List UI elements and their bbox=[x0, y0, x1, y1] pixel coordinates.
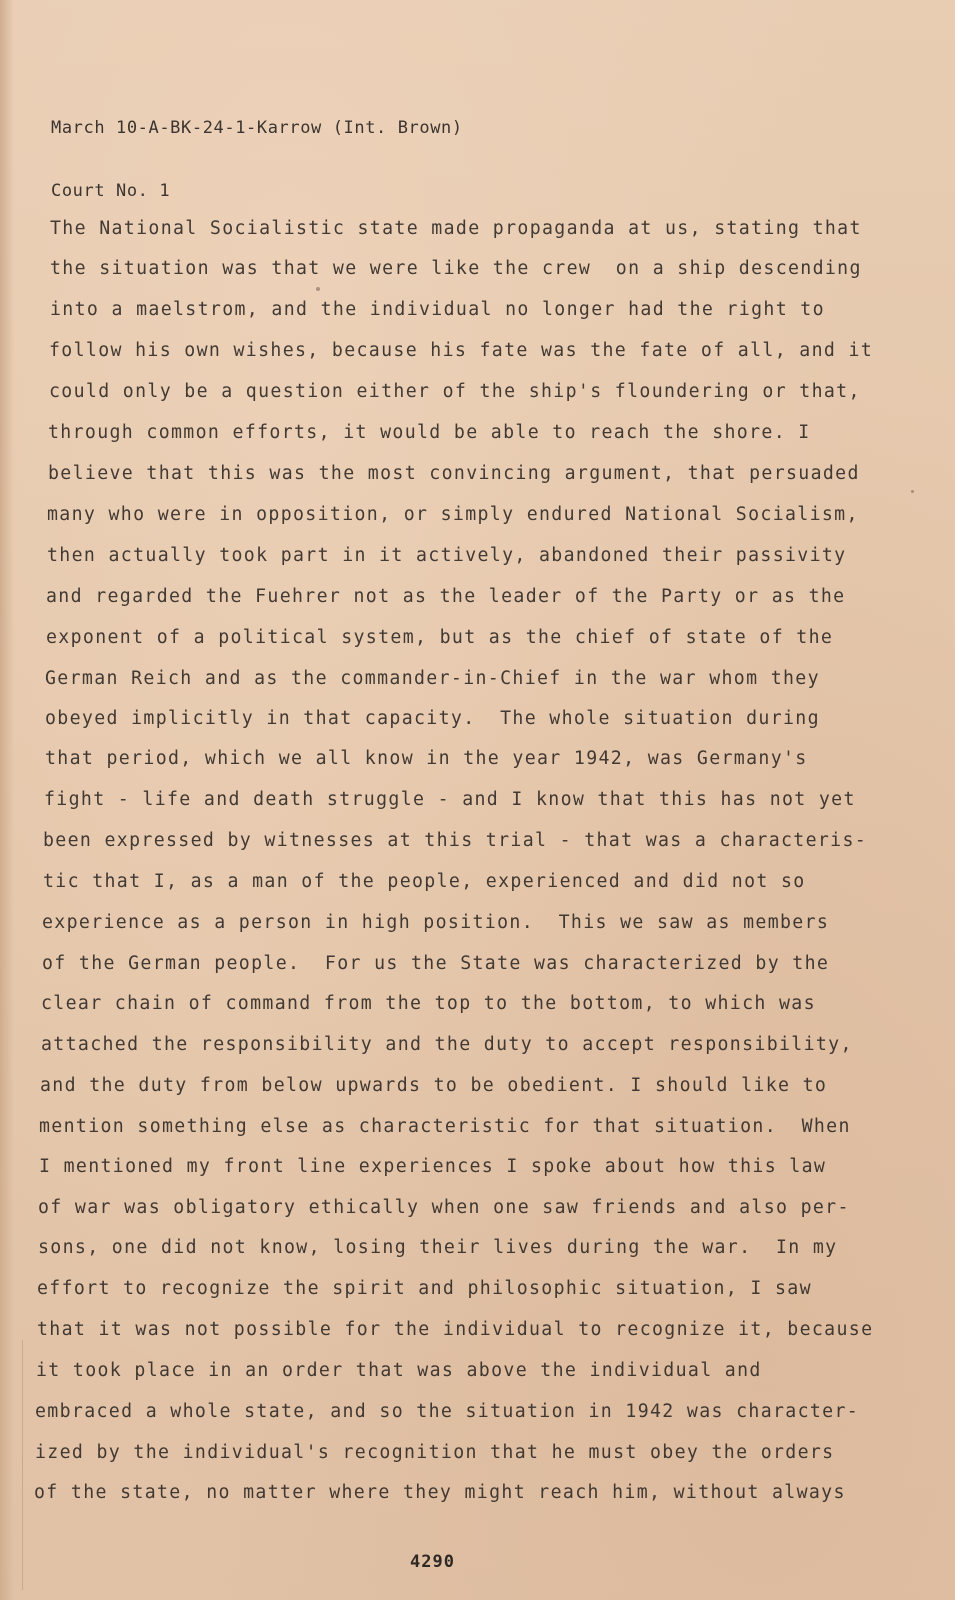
paper-speck bbox=[316, 287, 320, 291]
text-line: then actually took part in it actively, abandoned their passivity bbox=[47, 545, 847, 566]
text-line: German Reich and as the commander-in-Chief in the war whom they bbox=[45, 668, 820, 689]
page-edge-shadow bbox=[0, 0, 14, 1600]
text-line: fight - life and death struggle - and I know that this has not yet bbox=[44, 789, 856, 810]
text-line: and the duty from below upwards to be obedient. I should like to bbox=[40, 1075, 828, 1096]
text-line: the situation was that we were like the crew on a ship descending bbox=[50, 258, 862, 279]
text-line: and regarded the Fuehrer not as the leader of the Party or as the bbox=[46, 586, 846, 607]
text-line: could only be a question either of the ship's floundering or that, bbox=[49, 381, 861, 402]
text-line: clear chain of command from the top to the bottom, to which was bbox=[41, 993, 816, 1014]
text-line: of war was obligatory ethically when one saw friends and also per- bbox=[38, 1197, 850, 1218]
text-line: mention something else as characteristic for that situation. When bbox=[39, 1116, 851, 1137]
text-line: embraced a whole state, and so the situation in 1942 was character- bbox=[35, 1401, 860, 1422]
text-line: exponent of a political system, but as the chief of state of the bbox=[46, 627, 834, 648]
text-line: obeyed implicitly in that capacity. The whole situation during bbox=[45, 708, 820, 729]
text-line: many who were in opposition, or simply endured National Socialism, bbox=[47, 504, 859, 525]
header-line-2: Court No. 1 bbox=[51, 181, 171, 201]
text-line: tic that I, as a man of the people, experienced and did not so bbox=[43, 871, 806, 892]
page-number: 4290 bbox=[410, 1552, 455, 1572]
margin-line bbox=[22, 1340, 23, 1590]
header-line-1: March 10-A-BK-24-1-Karrow (Int. Brown) bbox=[51, 118, 463, 138]
paper-speck bbox=[911, 490, 914, 493]
text-line: The National Socialistic state made propaganda at us, stating that bbox=[50, 218, 862, 239]
text-line: of the state, no matter where they might reach him, without always bbox=[34, 1482, 846, 1503]
text-line: attached the responsibility and the duty to accept responsibility, bbox=[41, 1034, 853, 1055]
text-line: that period, which we all know in the year 1942, was Germany's bbox=[45, 748, 808, 769]
text-line: ized by the individual's recognition that he must obey the orders bbox=[35, 1442, 835, 1463]
text-line: experience as a person in high position. This we saw as members bbox=[42, 912, 830, 933]
text-line: believe that this was the most convincing argument, that persuaded bbox=[48, 463, 860, 484]
text-line: it took place in an order that was above the individual and bbox=[36, 1360, 762, 1381]
text-line: sons, one did not know, losing their lives during the war. In my bbox=[38, 1237, 838, 1258]
text-line: been expressed by witnesses at this trial - that was a characteris- bbox=[43, 830, 868, 851]
text-line: I mentioned my front line experiences I spoke about how this law bbox=[39, 1156, 827, 1177]
text-line: effort to recognize the spirit and philosophic situation, I saw bbox=[37, 1278, 812, 1299]
text-line: of the German people. For us the State was characterized by the bbox=[42, 953, 830, 974]
text-line: follow his own wishes, because his fate was the fate of all, and it bbox=[49, 340, 874, 361]
text-line: that it was not possible for the individual to recognize it, because bbox=[37, 1319, 874, 1340]
text-line: into a maelstrom, and the individual no longer had the right to bbox=[50, 299, 825, 320]
text-line: through common efforts, it would be able to reach the shore. I bbox=[48, 422, 811, 443]
